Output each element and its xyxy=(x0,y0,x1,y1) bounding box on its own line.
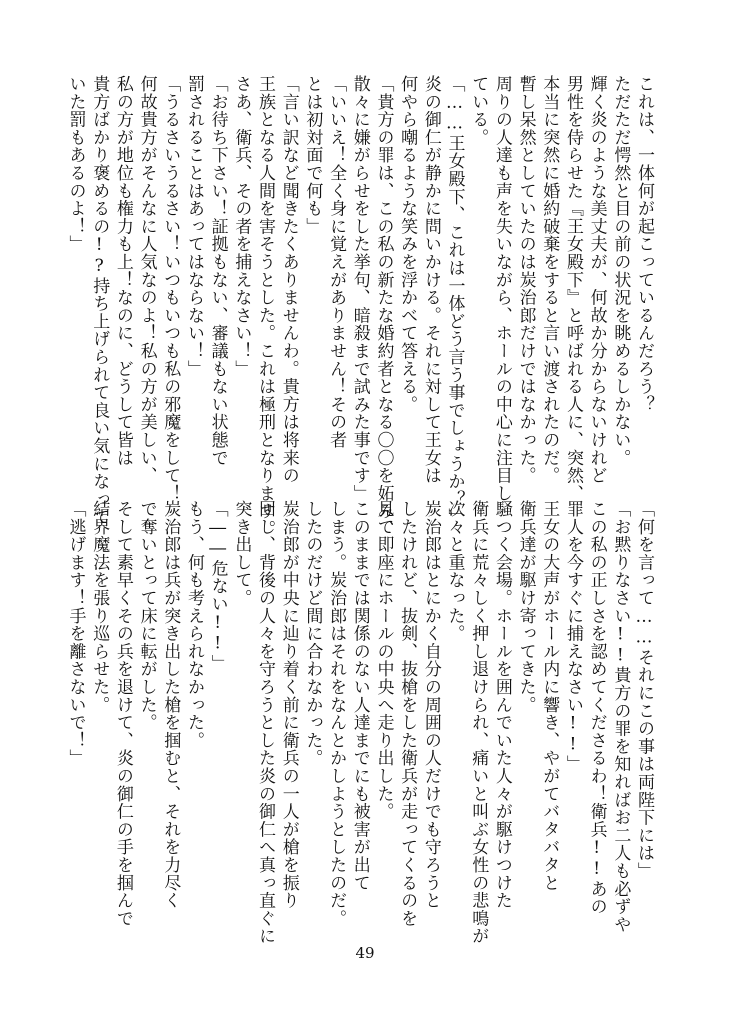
text-column: さあ、衛兵、その者を捕えなさい！」 xyxy=(231,75,252,378)
text-column: 「いいえ！全く身に覚えがありません！その者 xyxy=(326,75,347,449)
text-column: この私の正しさを認めてくださるわ！衛兵!!あの xyxy=(586,500,607,916)
text-column: とは初対面で何も」 xyxy=(302,75,323,236)
text-column: 男性を侍らせた『王女殿下』と呼ばれる人に、突然、 xyxy=(562,75,583,503)
text-column: 「――危ない!!」 xyxy=(207,500,228,673)
text-column: 衛兵達が駆け寄ってきた。 xyxy=(515,500,536,714)
text-column: 罰されることはあってはならない！」 xyxy=(183,75,204,378)
page-number: 49 xyxy=(355,944,375,962)
text-column: 結界魔法を張り巡らせた。 xyxy=(89,500,110,714)
text-column: で奪いとって床に転がした。 xyxy=(136,500,157,732)
text-column: したけれど、抜剣、抜槍をした衛兵が走ってくるのを xyxy=(397,500,418,928)
text-column: ている。 xyxy=(468,75,489,147)
text-block-bottom xyxy=(65,500,655,945)
text-column: 「……王女殿下、これは一体どう言う事でしょうか？」 xyxy=(444,75,465,526)
text-column: 散々に嫌がらせをした挙句、暗殺まで試みた事です」 xyxy=(349,75,370,503)
text-column: 回し、背後の人々を守ろうとした炎の御仁へ真っ直ぐに xyxy=(255,500,275,945)
text-block-top xyxy=(65,75,655,538)
text-column: 炭治郎が中央に辿り着く前に衛兵の一人が槍を振り xyxy=(278,500,299,910)
text-column: 「何を言って……それにこの事は両陛下には」 xyxy=(634,500,654,880)
text-column: いた罰もあるのよ！」 xyxy=(65,75,86,253)
text-column: 王女の大声がホール内に響き、やがてバタバタと xyxy=(539,500,560,892)
text-column: しまう。炭治郎はそれをなんとかしようとしたのだ。 xyxy=(326,500,347,928)
text-column: 「言い訳など聞きたくありませんわ。貴方は将来の xyxy=(278,75,299,485)
text-column: 本当に突然に婚約破棄をすると言い渡されたのだ。 xyxy=(539,75,560,485)
text-column: 何故貴方がそんなに人気なのよ！私の方が美しい、 xyxy=(136,75,157,485)
text-column: 私の方が地位も権力も上！なのに、どうして皆は xyxy=(112,75,133,467)
text-column: 輝く炎のような美丈夫が、何故か分からないけれど xyxy=(586,75,607,485)
text-column: 「貴方の罪は、この私の新たな婚約者となる〇〇を妬み、 xyxy=(373,75,394,538)
text-column: これは、一体何が起こっているんだろう？ xyxy=(634,75,654,414)
text-column: 「お待ち下さい！証拠もない、審議もない状態で xyxy=(207,75,228,467)
text-column: 見て即座にホールの中央へ走り出した。 xyxy=(373,500,394,821)
text-column: 暫し呆然としていたのは炭治郎だけではなかった。 xyxy=(515,75,536,485)
text-column: このままでは関係のない人達までにも被害が出て xyxy=(349,500,370,892)
text-column: 周りの人達も声を失いながら、ホールの中心に注目し xyxy=(491,75,512,503)
text-column: したのだけど間に合わなかった。 xyxy=(302,500,323,767)
text-column: 罪人を今すぐに捕えなさい!!」 xyxy=(562,500,583,773)
text-column: 貴方ばかり褒めるの!?持ち上げられて良い気になって xyxy=(89,75,110,526)
text-column: 炎の御仁が静かに問いかける。それに対して王女は xyxy=(420,75,441,485)
text-column: そして素早くその兵を退けて、炎の御仁の手を掴んで xyxy=(112,500,133,928)
text-column: 何やら嘲るような笑みを浮かべて答える。 xyxy=(397,75,418,414)
text-column: ただただ愕然と目の前の状況を眺めるしかない。 xyxy=(610,75,631,467)
text-column: 王族となる人間を害そうとした。これは極刑となります。 xyxy=(255,75,275,538)
text-column: 「逃げます！手を離さないで！」 xyxy=(65,500,86,767)
text-column: 炭治郎はとにかく自分の周囲の人だけでも守ろうと xyxy=(420,500,441,910)
text-column: 「お黙りなさい!!貴方の罪を知ればお二人も必ずや xyxy=(610,500,631,934)
text-column: 突き出して。 xyxy=(231,500,252,607)
text-column: 騒つく会場。ホールを囲んでいた人々が駆けつけた xyxy=(491,500,512,910)
text-column: 「うるさいうるさい！いつもいつも私の邪魔をして！ xyxy=(160,75,181,503)
text-column: 衛兵に荒々しく押し退けられ、痛いと叫ぶ女性の悲鳴が xyxy=(468,500,489,945)
text-column: 次々と重なった。 xyxy=(444,500,465,643)
text-column: もう、何も考えられなかった。 xyxy=(183,500,204,750)
text-column: 炭治郎は兵が突き出した槍を掴むと、それを力尽く xyxy=(160,500,181,910)
